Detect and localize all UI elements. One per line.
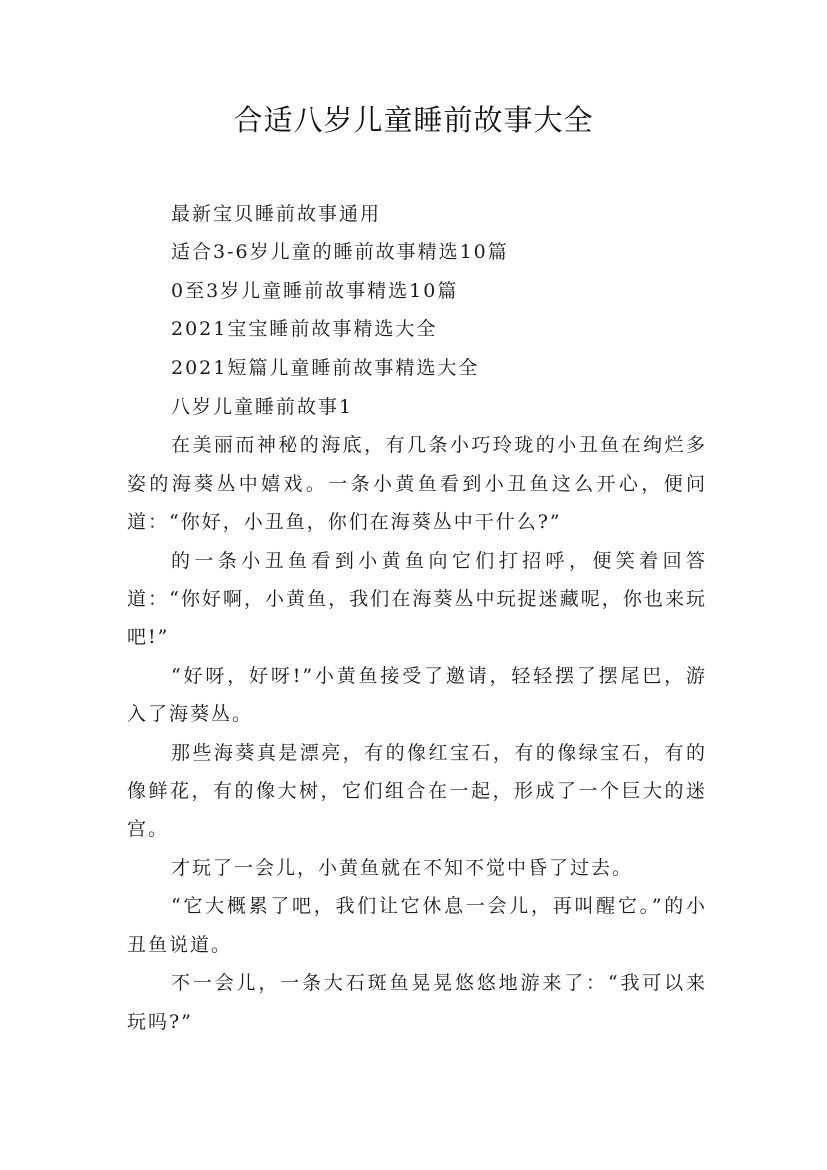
related-article-link[interactable]: 2021短篇儿童睡前故事精选大全: [171, 356, 480, 379]
story-paragraph: 那些海葵真是漂亮，有的像红宝石，有的像绿宝石，有的像鲜花，有的像大树，它们组合在一起，形成了一个巨大的迷宫。: [127, 741, 707, 841]
related-article-link[interactable]: 0至3岁儿童睡前故事精选10篇: [171, 279, 459, 302]
story-heading: 八岁儿童睡前故事1: [171, 396, 354, 418]
story-paragraph: 才玩了一会儿，小黄鱼就在不知不觉中昏了过去。: [171, 856, 634, 879]
document-title: 合适八岁儿童睡前故事大全: [233, 103, 594, 137]
story-body: [127, 388, 707, 1041]
story-paragraph: 在美丽而神秘的海底，有几条小巧玲珑的小丑鱼在绚烂多姿的海葵丛中嬉戏。一条小黄鱼看到小丑鱼这么开心，便问道：“你好，小丑鱼，你们在海葵丛中干什么?”: [127, 434, 707, 534]
related-article-link[interactable]: 最新宝贝睡前故事通用: [171, 203, 382, 225]
story-paragraph: 不一会儿，一条大石斑鱼晃晃悠悠地游来了：“我可以来玩吗?”: [127, 972, 707, 1033]
story-paragraph: 的一条小丑鱼看到小黄鱼向它们打招呼，便笑着回答道：“你好啊，小黄鱼，我们在海葵丛中玩捉迷藏呢，你也来玩吧!”: [127, 549, 707, 649]
story-paragraph: “好呀，好呀!”小黄鱼接受了邀请，轻轻摆了摆尾巴，游入了海葵丛。: [127, 664, 707, 726]
related-articles-list: [171, 195, 509, 387]
related-article-link[interactable]: 2021宝宝睡前故事精选大全: [171, 318, 438, 341]
related-article-link[interactable]: 适合3-6岁儿童的睡前故事精选10篇: [171, 241, 509, 264]
story-paragraph: “它大概累了吧，我们让它休息一会儿，再叫醒它。”的小丑鱼说道。: [127, 895, 707, 956]
